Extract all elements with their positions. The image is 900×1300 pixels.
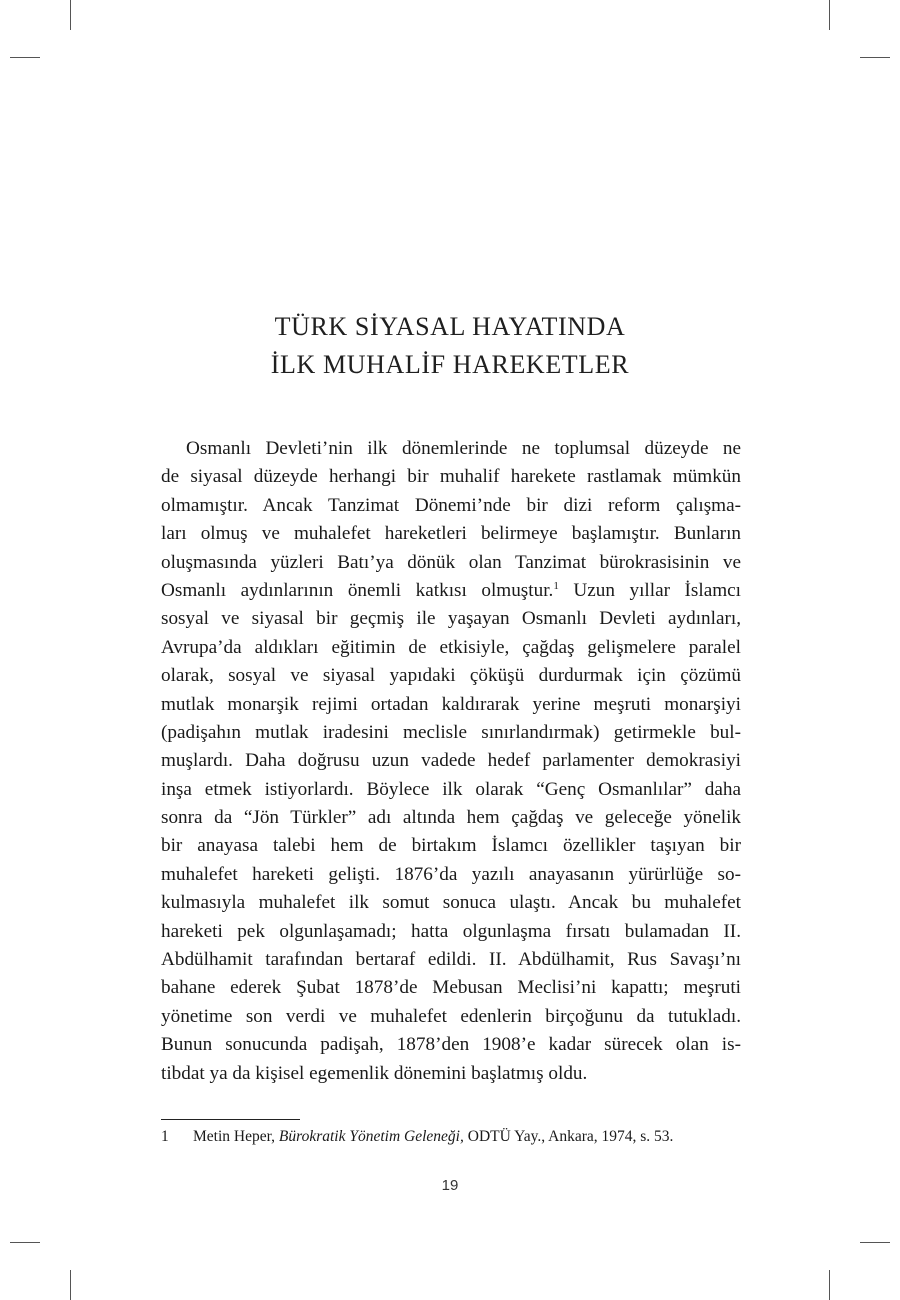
chapter-title xyxy=(0,308,900,384)
body-line: bahane ederek Şubat 1878’de Mebusan Meclisi’ni kapattı; meşruti xyxy=(161,977,741,999)
body-line: yönetime son verdi ve muhalefet edenlerin birçoğunu da tutukladı. xyxy=(161,1005,741,1027)
body-line: Abdülhamit tarafından bertaraf edildi. II. Abdülhamit, Rus Savaşı’nı xyxy=(161,949,741,971)
footnote-separator xyxy=(161,1119,300,1120)
footnote-number: 1 xyxy=(161,1128,169,1145)
crop-mark xyxy=(829,1270,830,1300)
body-line: hareketi pek olgunlaşamadı; hatta olgunlaşma fırsatı bulamadan II. xyxy=(161,920,741,942)
footnote-book-title: Bürokratik Yönetim Geleneği, xyxy=(278,1128,464,1145)
body-line: sosyal ve siyasal bir geçmiş ile yaşayan Osmanlı Devleti aydınları, xyxy=(161,608,741,630)
body-line: inşa etmek istiyorlardı. Böylece ilk olarak “Genç Osmanlılar” daha xyxy=(161,778,741,800)
body-line: muşlardı. Daha doğrusu uzun vadede hedef parlamenter demokrasiyi xyxy=(161,750,741,772)
footnote-reference[interactable]: 1 xyxy=(553,579,559,592)
body-line: mutlak monarşik rejimi ortadan kaldırarak yerine meşruti monarşiyi xyxy=(161,693,741,715)
body-line: sonra da “Jön Türkler” adı altında hem çağdaş ve geleceğe yönelik xyxy=(161,807,741,829)
page-number: 19 xyxy=(441,1177,459,1194)
chapter-title-line-1: TÜRK SİYASAL HAYATINDA xyxy=(274,312,626,341)
footnote xyxy=(161,1126,761,1148)
crop-mark xyxy=(70,0,71,30)
crop-mark xyxy=(860,57,890,58)
body-line: Bunun sonucunda padişah, 1878’den 1908’e kadar sürecek olan is- xyxy=(161,1034,741,1056)
chapter-title-line-2: İLK MUHALİF HAREKETLER xyxy=(270,350,630,379)
body-line: ları olmuş ve muhalefet hareketleri belirmeye başlamıştır. Bunların xyxy=(161,523,741,545)
crop-mark xyxy=(829,0,830,30)
body-line: olarak, sosyal ve siyasal yapıdaki çöküşü durdurmak için çözümü xyxy=(161,665,741,687)
crop-mark xyxy=(860,1242,890,1243)
crop-mark xyxy=(10,57,40,58)
body-line-text: Osmanlı aydınlarının önemli katkısı olmuştur. xyxy=(161,579,554,601)
body-line: bir anayasa talebi hem de birtakım İslamcı özellikler taşıyan bir xyxy=(161,835,741,857)
body-line: olmamıştır. Ancak Tanzimat Dönemi’nde bir dizi reform çalışma- xyxy=(161,494,741,516)
body-line: de siyasal düzeyde herhangi bir muhalif harekete rastlamak mümkün xyxy=(161,466,741,488)
body-line-with-note xyxy=(161,577,741,605)
body-line: Avrupa’da aldıkları eğitimin de etkisiyle, çağdaş gelişmelere paralel xyxy=(161,636,741,658)
body-line: Osmanlı Devleti’nin ilk dönemlerinde ne toplumsal düzeyde ne xyxy=(186,438,741,459)
body-line: oluşmasında yüzleri Batı’ya dönük olan Tanzimat bürokrasisinin ve xyxy=(161,551,741,573)
body-line: muhalefet hareketi gelişti. 1876’da yazılı anayasanın yürürlüğe so- xyxy=(161,863,741,885)
body-line: tibdat ya da kişisel egemenlik dönemini başlatmış oldu. xyxy=(161,1062,588,1084)
body-text xyxy=(161,435,741,1088)
body-line: (padişahın mutlak iradesini meclisle sınırlandırmak) getirmekle bul- xyxy=(161,721,741,743)
crop-mark xyxy=(10,1242,40,1243)
body-line-text: Uzun yıllar İslamcı xyxy=(558,579,742,601)
footnote-publication: ODTÜ Yay., Ankara, 1974, s. 53. xyxy=(467,1128,674,1145)
crop-mark xyxy=(70,1270,71,1300)
body-line: kulmasıyla muhalefet ilk somut sonuca ulaştı. Ancak bu muhalefet xyxy=(161,892,741,914)
footnote-author: Metin Heper, xyxy=(193,1128,276,1145)
